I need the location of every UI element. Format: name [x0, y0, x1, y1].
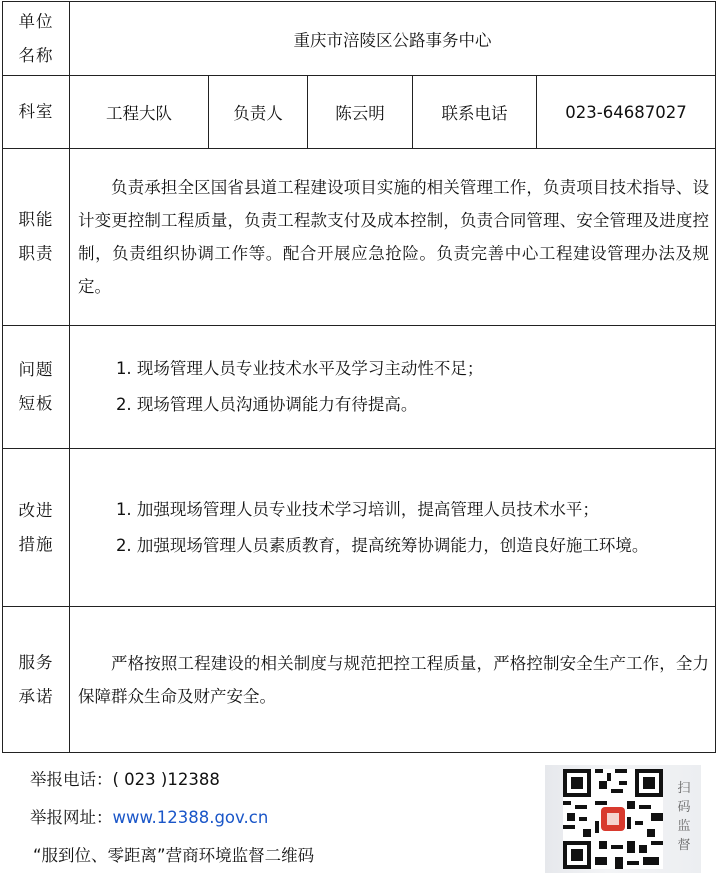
report-site-link[interactable]: www.12388.gov.cn: [112, 808, 269, 827]
promise-label: 服务 承诺: [3, 607, 70, 753]
unit-label: 单位 名称: [3, 2, 70, 76]
info-table: [2, 1, 716, 753]
problem-label: 问题 短板: [3, 326, 70, 449]
qr-code-icon[interactable]: [563, 769, 663, 869]
scan-supervise-text: 扫 码 监 督: [677, 781, 691, 853]
list-item: 1. 现场管理人员专业技术水平及学习主动性不足；: [115, 359, 484, 378]
improve-label: 改进 措施: [3, 449, 70, 607]
qr-panel: [545, 765, 701, 873]
head-label: 负责人: [209, 76, 308, 149]
phone-value: 023-64687027: [537, 76, 716, 149]
dept-value: 工程大队: [70, 76, 209, 149]
list-item: 2. 现场管理人员沟通协调能力有待提高。: [115, 395, 418, 414]
qr-caption: “服到位、零距离”营商环境监督二维码: [33, 846, 315, 865]
report-phone: 举报电话：( 023 )12388: [30, 770, 220, 789]
phone-label: 联系电话: [413, 76, 537, 149]
unit-name: 重庆市涪陵区公路事务中心: [70, 2, 716, 76]
promise-text: 严格按照工程建设的相关制度与规范把控工程质量，严格控制安全生产工作，全力保障群众生命及财产安全。: [70, 607, 716, 753]
list-item: 2. 加强现场管理人员素质教育，提高统筹协调能力，创造良好施工环境。: [115, 535, 649, 555]
improve-list: [70, 449, 716, 607]
list-item: 1. 加强现场管理人员专业技术学习培训，提高管理人员技术水平；: [115, 499, 599, 519]
duty-text: 负责承担全区国省县道工程建设项目实施的相关管理工作，负责项目技术指导、设计变更控制工程质量，负责工程款支付及成本控制，负责合同管理、安全管理及进度控制，负责组织协调工作等。配合开展应急抢险。负责完善中心工程建设管理办法及规定。: [70, 149, 716, 326]
problem-list: [70, 326, 716, 449]
dept-label: 科室: [3, 76, 70, 149]
duty-label: 职能 职责: [3, 149, 70, 326]
report-site: 举报网址：www.12388.gov.cn: [30, 808, 269, 827]
head-value: 陈云明: [308, 76, 413, 149]
